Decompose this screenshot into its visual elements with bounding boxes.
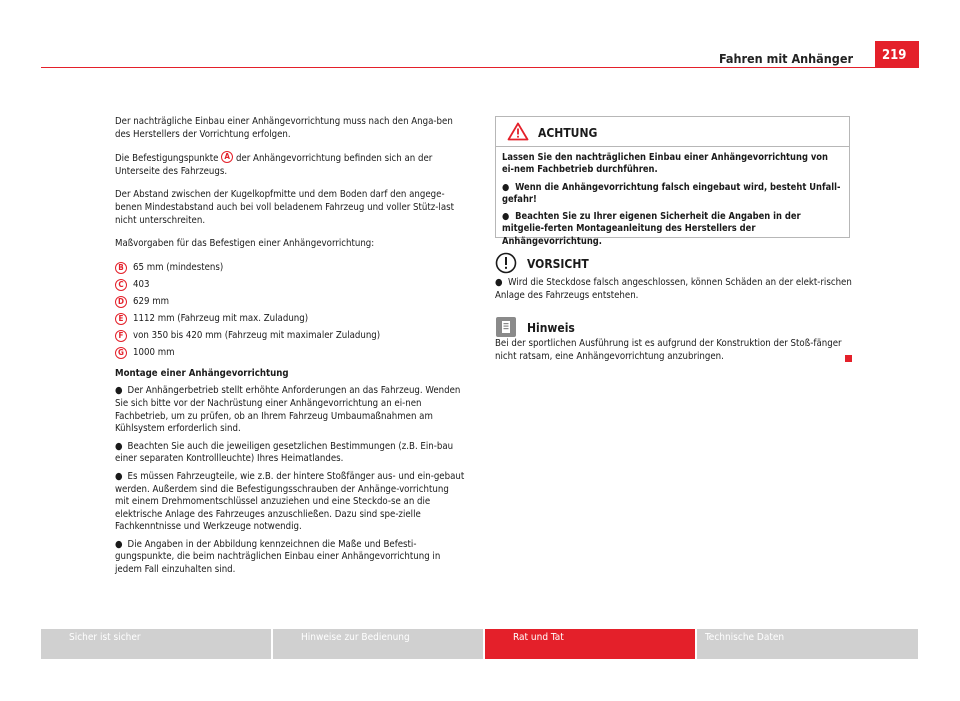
montage-bullet (115, 441, 465, 466)
marker-a: A (221, 151, 233, 163)
measurement-item (115, 277, 465, 294)
mounting-points-paragraph (115, 152, 465, 178)
bullet-dot: ● (115, 538, 123, 550)
measurement-item (115, 260, 465, 277)
hinweis-text: Bei der sportlichen Ausführung ist es aufgrund der Konstruktion der Stoß-fänger nicht ratsam, eine Anhängevorrichtung anzubringen. (495, 338, 842, 362)
mounting-points-text-after: der Anhängevorrichtung befinden sich an der Unterseite des Fahrzeugs. (115, 153, 433, 177)
hinweis-block (495, 316, 860, 363)
measurements-list (115, 260, 465, 362)
header-divider (41, 67, 875, 68)
vorsicht-text (495, 277, 860, 302)
vorsicht-title: VORSICHT (527, 257, 589, 271)
mounting-points-text-before: Die Befestigungspunkte (115, 153, 222, 165)
tab-technische-daten[interactable]: Technische Daten (697, 629, 918, 659)
bullet-dot: ● (115, 470, 123, 482)
measurement-text: 403 (133, 278, 150, 290)
vorsicht-text-body: Wird die Steckdose falsch angeschlossen, können Schäden an der elekt-rischen Anlage des Fahrzeugs entstehen. (495, 277, 852, 301)
vorsicht-block (495, 252, 860, 302)
warning-body (496, 147, 849, 248)
marker-c: C (115, 279, 127, 291)
section-end-marker (845, 355, 852, 362)
bullet-text: Es müssen Fahrzeugteile, wie z.B. der hintere Stoßfänger aus- und ein-gebaut werden. Außerdem sind die Befestigungsschrauben der Anhänge-vorrichtung mit einem Drehmomentschlüssel anzuziehen und eine Steckdo-se an die elektrische Anlage des Fahrzeuges anzuschließen. Dazu sind spe-zielle Fachkenntnisse und Werkzeuge notwendig. (115, 470, 465, 533)
warning-intro: Lassen Sie den nachträglichen Einbau einer Anhängevorrichtung von ei-nem Fachbetrieb durchführen. (502, 152, 828, 176)
clearance-paragraph: Der Abstand zwischen der Kugelkopfmitte und dem Boden darf den angege-benen Mindestabstand auch bei voll beladenem Fahrzeug und voller Stütz-last nicht unterschreiten. (115, 189, 454, 226)
warning-bullet (502, 182, 841, 207)
page-title: Fahren mit Anhänger (718, 51, 853, 66)
intro-paragraph: Der nachträgliche Einbau einer Anhängevorrichtung muss nach den Anga-ben des Herstellers der Vorrichtung erfolgen. (115, 116, 453, 140)
page-number-badge: 219 (875, 41, 919, 68)
montage-heading: Montage einer Anhängevorrichtung (115, 367, 289, 379)
bullet-dot: ● (502, 211, 510, 223)
marker-e: E (115, 313, 127, 325)
montage-bullet (115, 539, 465, 577)
marker-f: F (115, 330, 127, 342)
tab-hinweise-zur-bedienung[interactable]: Hinweise zur Bedienung (273, 629, 483, 659)
bullet-dot: ● (115, 440, 123, 452)
bullet-text: Der Anhängerbetrieb stellt erhöhte Anforderungen an das Fahrzeug. Wenden Sie sich bitte vor der Nachrüstung einer Anhängevorrichtung an ei-nen Fachbetrieb, um zu prüfen, ob an Ihrem Fahrzeug Umbaumaßnahmen am Kühlsystem erforderlich sind. (115, 385, 461, 435)
measurement-item (115, 294, 465, 311)
warning-bullet-text: Beachten Sie zu Ihrer eigenen Sicherheit die Angaben in der mitgelie-ferten Montageanleitung des Herstellers der Anhängevorrichtung. (502, 211, 801, 247)
measurement-item (115, 345, 465, 362)
bullet-dot: ● (495, 277, 503, 288)
measurement-item (115, 328, 465, 345)
montage-bullet (115, 385, 465, 435)
warning-bullet (502, 211, 841, 248)
left-column (115, 116, 465, 582)
warning-header (496, 117, 849, 147)
tab-rat-und-tat[interactable]: Rat und Tat (485, 629, 695, 659)
warning-triangle-icon (507, 122, 529, 145)
measurement-text: 65 mm (mindestens) (133, 261, 224, 273)
measurements-intro: Maßvorgaben für das Befestigen einer Anhängevorrichtung: (115, 238, 375, 250)
bullet-dot: ● (502, 181, 510, 193)
montage-bullet (115, 471, 465, 534)
marker-b: B (115, 262, 127, 274)
warning-bullet-text: Wenn die Anhängevorrichtung falsch eingebaut wird, besteht Unfall-gefahr! (502, 181, 841, 205)
measurement-text: 1000 mm (133, 346, 175, 358)
warning-box (495, 116, 850, 247)
caution-exclamation-icon (495, 252, 517, 279)
bullet-text: Beachten Sie auch die jeweiligen gesetzlichen Bestimmungen (z.B. Ein-bau einer separaten Kontrollleuchte) Ihres Heimatlandes. (115, 440, 454, 465)
bullet-dot: ● (115, 385, 123, 397)
bullet-text: Die Angaben in der Abbildung kennzeichnen die Maße und Befesti-gungspunkte, die beim nachträglichen Einbau einer Anhängevorrichtung in jedem Fall einzuhalten sind. (115, 538, 441, 576)
hinweis-title: Hinweis (527, 321, 575, 335)
footer-nav (41, 629, 918, 659)
hinweis-header (495, 316, 860, 338)
measurement-text: von 350 bis 420 mm (Fahrzeug mit maximaler Zuladung) (133, 329, 381, 341)
marker-g: G (115, 347, 127, 359)
measurement-item (115, 311, 465, 328)
info-note-icon (495, 316, 517, 343)
warning-title: ACHTUNG (538, 126, 598, 140)
measurement-text: 629 mm (133, 295, 170, 307)
tab-sicher-ist-sicher[interactable]: Sicher ist sicher (41, 629, 271, 659)
vorsicht-header (495, 252, 860, 274)
measurement-text: 1112 mm (Fahrzeug mit max. Zuladung) (133, 312, 309, 324)
marker-d: D (115, 296, 127, 308)
